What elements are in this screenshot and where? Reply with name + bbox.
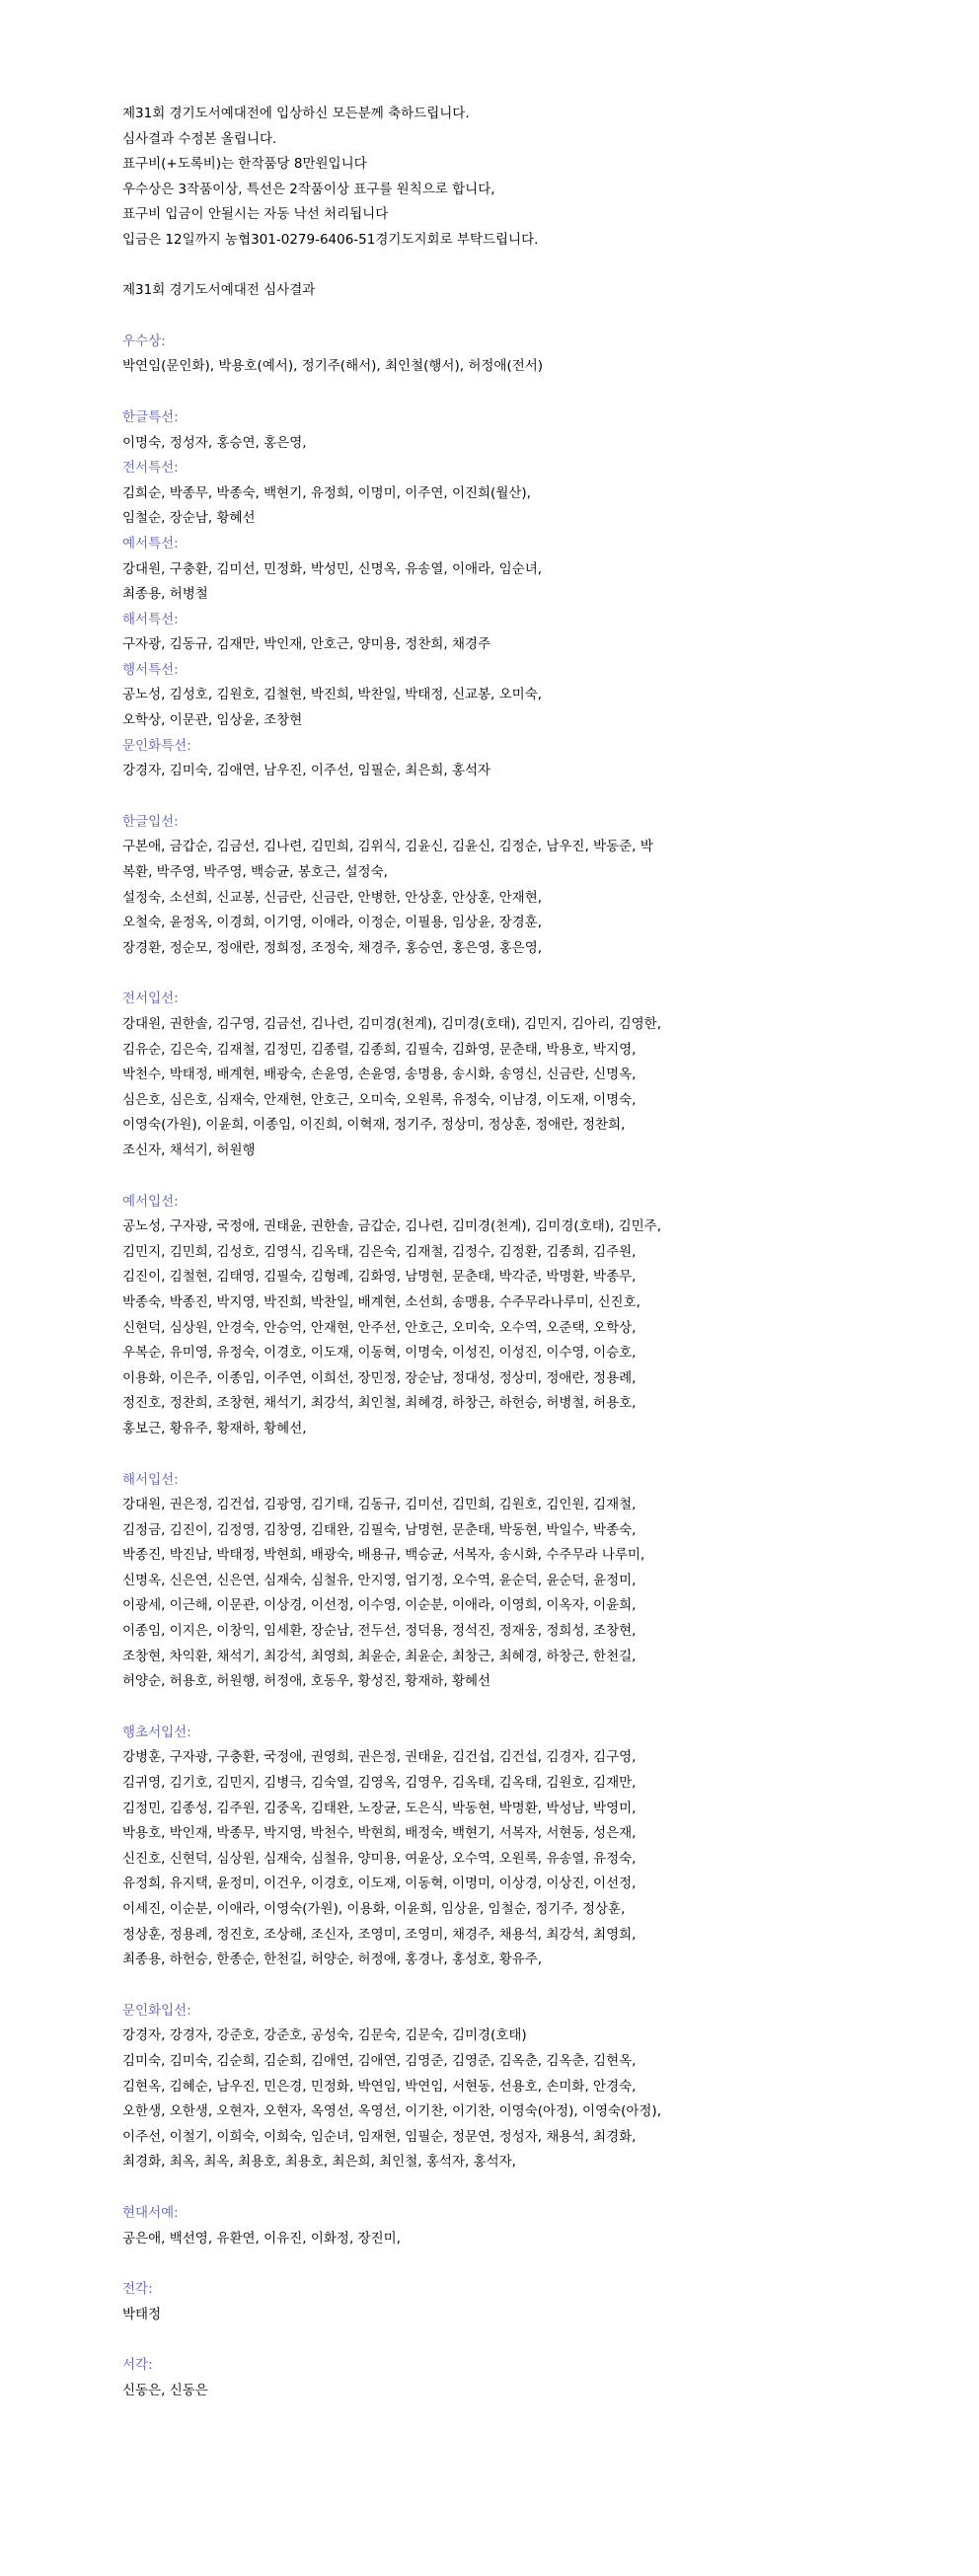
winner-list-line: 이세진, 이순분, 이애라, 이영숙(가원), 이용화, 이윤희, 임상윤, 임철순, 정기주, 정상훈, bbox=[122, 1901, 626, 1917]
award-section bbox=[122, 734, 872, 784]
winner-list-line: 구본애, 금갑순, 김금선, 김나련, 김민희, 김위식, 김윤신, 김윤신, 김정순, 남우진, 박동준, 박 bbox=[122, 839, 653, 855]
winner-list-line: 최종용, 허병철 bbox=[122, 586, 208, 603]
award-title: 한글입선: bbox=[122, 813, 179, 830]
winner-list-line: 정진호, 정찬희, 조창현, 채석기, 최강석, 최인철, 최혜경, 하창근, 하헌승, 허병철, 허용호, bbox=[122, 1395, 637, 1412]
award-section bbox=[122, 608, 872, 658]
award-section bbox=[122, 456, 872, 532]
award-title: 문인화특선: bbox=[122, 737, 191, 754]
winner-list-line: 강대원, 권은정, 김건섭, 김광영, 김기태, 김동규, 김미선, 김민희, 김원호, 김인원, 김재철, bbox=[122, 1497, 637, 1513]
award-group bbox=[122, 1468, 872, 1695]
winner-list-line: 박천수, 박태정, 배계현, 배광숙, 손윤영, 손윤영, 송명용, 송시화, 송영신, 신금란, 신명옥, bbox=[122, 1067, 637, 1083]
award-section bbox=[122, 810, 872, 962]
award-group bbox=[122, 1999, 872, 2175]
result-title: 제31회 경기도서예대전 심사결과 bbox=[122, 282, 316, 299]
winner-list-line: 신명옥, 신은연, 신은연, 심재숙, 심철유, 안지영, 엄기정, 오수역, 윤순덕, 윤순덕, 윤정미, bbox=[122, 1572, 637, 1588]
winner-list-line: 유정희, 유지택, 윤정미, 이건우, 이경호, 이도재, 이동혁, 이명미, 이상경, 이상진, 이선정, bbox=[122, 1876, 637, 1892]
winner-list-line: 신진호, 신현덕, 심상원, 심재숙, 심철유, 양미용, 여윤상, 오수역, 오원록, 유송열, 유정숙, bbox=[122, 1850, 637, 1867]
award-group bbox=[122, 2353, 872, 2403]
winner-list-line: 박용호, 박인재, 박종무, 박지영, 박천수, 박현희, 배정숙, 백현기, 서복자, 서현동, 성은재, bbox=[122, 1825, 637, 1842]
spacer bbox=[122, 961, 872, 987]
award-group bbox=[122, 2201, 872, 2251]
award-section bbox=[122, 330, 872, 380]
spacer bbox=[122, 304, 872, 330]
intro-line: 우수상은 3작품이상, 특선은 2작품이상 표구를 원칙으로 합니다, bbox=[122, 181, 495, 197]
winner-list-line: 강병훈, 구자광, 구충환, 국정애, 권영희, 권은정, 권태윤, 김건섭, 김건섭, 김경자, 김구영, bbox=[122, 1749, 637, 1766]
winner-list-line: 공노성, 김성호, 김원호, 김철현, 박진희, 박찬일, 박태정, 신교봉, 오미숙, bbox=[122, 687, 543, 703]
award-group bbox=[122, 405, 872, 784]
spacer bbox=[122, 2251, 872, 2277]
award-section bbox=[122, 405, 872, 456]
winner-list-line: 강대원, 구충환, 김미선, 민정화, 박성민, 신명옥, 유송열, 이애라, 임순녀, bbox=[122, 560, 543, 577]
winner-list-line: 이영숙(가원), 이윤희, 이종임, 이진희, 이혁재, 정기주, 정상미, 정상훈, 정애란, 정찬희, bbox=[122, 1117, 626, 1134]
spacer bbox=[122, 1695, 872, 1721]
award-section bbox=[122, 2353, 872, 2403]
winner-list-line: 임철순, 장순남, 황혜선 bbox=[122, 510, 256, 527]
award-section bbox=[122, 1999, 872, 2175]
winner-list-line: 박연임(문인화), 박용호(예서), 정기주(해서), 최인철(행서), 허정애(전서) bbox=[122, 358, 544, 375]
award-group bbox=[122, 330, 872, 380]
award-title: 행초서입선: bbox=[122, 1724, 191, 1740]
winner-list-line: 정상훈, 정용례, 정진호, 조상해, 조신자, 조영미, 조영미, 채경주, 채용석, 최강석, 최영희, bbox=[122, 1926, 637, 1943]
award-group bbox=[122, 987, 872, 1163]
spacer bbox=[122, 1442, 872, 1468]
winner-list-line: 박종진, 박진남, 박태정, 박현희, 배광숙, 배용규, 백승균, 서복자, 송시화, 수주무라 나루미, bbox=[122, 1547, 645, 1564]
document bbox=[122, 102, 872, 2404]
winner-list-line: 복환, 박주영, 박주영, 백승균, 봉호근, 설정숙, bbox=[122, 864, 388, 881]
winner-list-line: 조창현, 차익환, 채석기, 최강석, 최영희, 최윤순, 최윤순, 최창근, 최혜경, 하창근, 한천길, bbox=[122, 1648, 637, 1664]
spacer bbox=[122, 254, 872, 279]
intro-line: 입금은 12일까지 농협301-0279-6406-51경기도지회로 부탁드립니다. bbox=[122, 231, 539, 248]
winner-list-line: 홍보근, 황유주, 황재하, 황혜선, bbox=[122, 1420, 307, 1436]
award-section bbox=[122, 2201, 872, 2251]
winner-list-line: 김정금, 김진이, 김정영, 김창영, 김태완, 김필숙, 남명현, 문춘태, 박동현, 박일수, 박종숙, bbox=[122, 1521, 637, 1538]
award-title: 전서입선: bbox=[122, 991, 179, 1007]
award-title: 전서특선: bbox=[122, 460, 179, 477]
intro-notice bbox=[122, 102, 872, 254]
winner-list-line: 공은애, 백선영, 유환연, 이유진, 이화정, 장진미, bbox=[122, 2230, 401, 2246]
winner-list-line: 이광세, 이근해, 이문관, 이상경, 이선정, 이수영, 이순분, 이애라, 이영희, 이옥자, 이윤희, bbox=[122, 1597, 637, 1614]
award-group bbox=[122, 810, 872, 962]
spacer bbox=[122, 1164, 872, 1190]
award-group bbox=[122, 1721, 872, 1973]
award-title: 해서입선: bbox=[122, 1471, 179, 1488]
award-title: 예서특선: bbox=[122, 535, 179, 552]
winner-list-line: 박태정 bbox=[122, 2306, 162, 2322]
winner-list-line: 심은호, 심은호, 심재숙, 안재현, 안호근, 오미숙, 오원록, 유정숙, 이남경, 이도재, 이명숙, bbox=[122, 1091, 637, 1108]
winner-list-line: 최경화, 최옥, 최옥, 최용호, 최용호, 최은희, 최인철, 홍석자, 홍석자, bbox=[122, 2154, 516, 2171]
award-title: 전각: bbox=[122, 2281, 153, 2298]
winner-list-line: 이주선, 이철기, 이희숙, 이희숙, 임순녀, 임재현, 임필순, 정문연, 정성자, 채용석, 최경화, bbox=[122, 2128, 637, 2145]
award-section bbox=[122, 1721, 872, 1973]
award-title: 우수상: bbox=[122, 332, 166, 349]
winner-list-line: 오한생, 오한생, 오현자, 오현자, 옥영선, 옥영선, 이기찬, 이기찬, 이영숙(아정), 이영숙(아정), bbox=[122, 2103, 661, 2120]
winner-list-line: 김귀영, 김기호, 김민지, 김병극, 김숙열, 김영옥, 김영우, 김옥태, 김옥태, 김원호, 김재만, bbox=[122, 1775, 637, 1792]
winner-list-line: 조신자, 채석기, 허원행 bbox=[122, 1141, 256, 1158]
award-section bbox=[122, 532, 872, 608]
winner-list-line: 강경자, 강경자, 강준호, 강준호, 공성숙, 김문숙, 김문숙, 김미경(호태) bbox=[122, 2027, 527, 2044]
spacer bbox=[122, 784, 872, 810]
spacer bbox=[122, 2175, 872, 2201]
award-title: 서각: bbox=[122, 2357, 153, 2374]
award-title: 현대서예: bbox=[122, 2204, 179, 2221]
winner-list-line: 구자광, 김동규, 김재만, 박인재, 안호근, 양미용, 정찬희, 채경주 bbox=[122, 636, 491, 653]
winner-list-line: 강경자, 김미숙, 김애연, 남우진, 이주선, 임필순, 최은희, 홍석자 bbox=[122, 763, 491, 779]
winner-list-line: 김희순, 박종무, 박종숙, 백현기, 유정희, 이명미, 이주연, 이진희(월산), bbox=[122, 484, 531, 501]
result-groups bbox=[122, 304, 872, 2404]
winner-list-line: 오학상, 이문관, 임상윤, 조창현 bbox=[122, 712, 303, 729]
intro-line: 심사결과 수정본 올립니다. bbox=[122, 130, 277, 147]
spacer bbox=[122, 2327, 872, 2353]
award-title: 예서입선: bbox=[122, 1193, 179, 1210]
award-title: 행서특선: bbox=[122, 661, 179, 678]
award-section bbox=[122, 1468, 872, 1695]
winner-list-line: 김정민, 김종성, 김주원, 김중옥, 김태완, 노장균, 도은식, 박동현, 박명환, 박성남, 박영미, bbox=[122, 1800, 637, 1816]
award-title: 한글특선: bbox=[122, 408, 179, 425]
intro-line: 제31회 경기도서예대전에 입상하신 모든분께 축하드립니다. bbox=[122, 106, 470, 121]
winner-list-line: 이종임, 이지은, 이창익, 임세환, 장순남, 전두선, 정덕용, 정석진, 정재웅, 정희성, 조창현, bbox=[122, 1623, 637, 1640]
winner-list-line: 강대원, 권한솔, 김구영, 김금선, 김나련, 김미경(천계), 김미경(호태), 김민지, 김아리, 김영한, bbox=[122, 1016, 661, 1032]
winner-list-line: 김진이, 김철현, 김태영, 김필숙, 김형례, 김화영, 남명현, 문춘태, 박각준, 박명환, 박종무, bbox=[122, 1269, 637, 1286]
winner-list-line: 최종용, 하헌승, 한종순, 한천길, 허양순, 허정애, 홍경나, 홍성호, 황유주, bbox=[122, 1951, 543, 1968]
award-section bbox=[122, 987, 872, 1163]
intro-line: 표구비 입금이 안될시는 자동 낙선 처리됩니다 bbox=[122, 206, 389, 223]
winner-list-line: 이용화, 이은주, 이종임, 이주연, 이희선, 장민정, 장순남, 정대성, 정상미, 정애란, 정용례, bbox=[122, 1369, 637, 1386]
award-section bbox=[122, 1190, 872, 1442]
winner-list-line: 김현옥, 김혜순, 남우진, 민은경, 민정화, 박연임, 박연임, 서현동, 선용호, 손미화, 안경숙, bbox=[122, 2078, 637, 2095]
winner-list-line: 이명숙, 정성자, 홍승연, 홍은영, bbox=[122, 434, 307, 451]
winner-list-line: 허양순, 허용호, 허원행, 허정애, 호동우, 황성진, 황재하, 황혜선 bbox=[122, 1673, 491, 1690]
spacer bbox=[122, 1973, 872, 1999]
award-group bbox=[122, 2277, 872, 2327]
award-section bbox=[122, 658, 872, 734]
winner-list-line: 박종숙, 박종진, 박지영, 박진희, 박찬일, 배계현, 소선희, 송맹용, 수주무라나루미, 신진호, bbox=[122, 1293, 640, 1310]
spacer bbox=[122, 380, 872, 405]
winner-list-line: 오철숙, 윤정옥, 이경희, 이기영, 이애라, 이정순, 이필용, 임상윤, 장경훈, bbox=[122, 915, 543, 931]
winner-list-line: 김미숙, 김미숙, 김순희, 김순희, 김애연, 김애연, 김영준, 김영준, 김옥춘, 김옥춘, 김현옥, bbox=[122, 2052, 637, 2069]
winner-list-line: 설정숙, 소선희, 신교봉, 신금란, 신금란, 안병한, 안상훈, 안상훈, 안재현, bbox=[122, 889, 543, 906]
award-section bbox=[122, 2277, 872, 2327]
winner-list-line: 김민지, 김민희, 김성호, 김영식, 김옥태, 김은숙, 김재철, 김정수, 김정환, 김종희, 김주원, bbox=[122, 1243, 637, 1260]
intro-line: 표구비(+도록비)는 한작품당 8만원입니다 bbox=[122, 156, 367, 173]
winner-list-line: 김유순, 김은숙, 김재철, 김정민, 김종렬, 김종희, 김필숙, 김화영, 문춘태, 박용호, 박지영, bbox=[122, 1041, 637, 1058]
award-title: 해서특선: bbox=[122, 611, 179, 627]
award-title: 문인화입선: bbox=[122, 2002, 191, 2019]
winner-list-line: 신동은, 신동은 bbox=[122, 2382, 208, 2398]
winner-list-line: 우복순, 유미영, 유정숙, 이경호, 이도재, 이동혁, 이명숙, 이성진, 이성진, 이수영, 이승호, bbox=[122, 1345, 637, 1362]
winner-list-line: 장경환, 정순모, 정애란, 정희정, 조정숙, 채경주, 홍승연, 홍은영, 홍은영, bbox=[122, 939, 543, 956]
award-group bbox=[122, 1190, 872, 1442]
winner-list-line: 공노성, 구자광, 국정애, 권태윤, 권한솔, 금갑순, 김나련, 김미경(천계), 김미경(호태), 김민주, bbox=[122, 1218, 661, 1235]
winner-list-line: 신현덕, 심상원, 안경숙, 안승억, 안재현, 안주선, 안호근, 오미숙, 오수역, 오준택, 오학상, bbox=[122, 1319, 637, 1336]
